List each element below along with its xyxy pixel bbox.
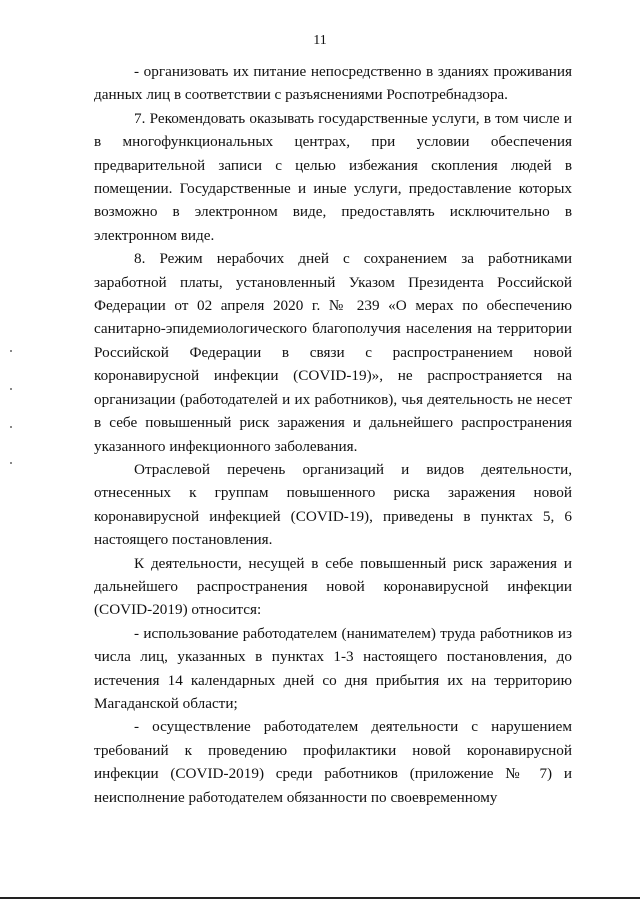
paragraph-bullet-violation: - осуществление работодателем деятельности с нарушением требований к проведению профилактики новой коронавирусной инфекции (COVID-2019) среди работников (приложение № 7) и неисполнение работодателем обязанности по своевременному <box>94 718 572 806</box>
page-number: 11 <box>313 33 327 48</box>
paragraph-catering: - организовать их питание непосредственно в зданиях проживания данных лиц в соответствии с разъяснениями Роспотребнадзора. <box>94 63 572 104</box>
document-body <box>94 60 572 809</box>
paragraph-item-7: 7. Рекомендовать оказывать государственные услуги, в том числе и в многофункциональных центрах, при условии обеспечения предварительной записи с целью избежания скопления людей в помещении. Государственные и иные услуги, предоставление которых возможно в электронном виде, предоставлять исключительно в электронном виде. <box>94 109 572 244</box>
paragraph-high-risk-intro: К деятельности, несущей в себе повышенный риск заражения и дальнейшего распространения новой коронавирусной инфекции (COVID-2019) относится: <box>94 554 572 619</box>
paragraph-bullet-employment: - использование работодателем (нанимателем) труда работников из числа лиц, указанных в пунктах 1-3 настоящего постановления, до истечения 14 календарных дней со дня прибытия их на территорию Магаданской области; <box>94 624 572 712</box>
paragraph-sector-list: Отраслевой перечень организаций и видов деятельности, отнесенных к группам повышенного риска заражения новой коронавирусной инфекцией (COVID-19), приведены в пунктах 5, 6 настоящего постановления. <box>94 460 572 549</box>
paragraph-item-8: 8. Режим нерабочих дней с сохранением за работниками заработной платы, установленный Указом Президента Российской Федерации от 02 апреля 2020 г. № 239 «О мерах по обеспечению санитарно-эпидемиологического благополучия населения на территории Российской Федерации в связи с распространением новой коронавирусной инфекции (COVID-19)», не распространяется на организации (работодателей и их работников), чья деятельность не несет в себе повышенный риск заражения и дальнейшего распространения указанного инфекционного заболевания. <box>94 250 572 455</box>
scan-bottom-edge <box>0 897 640 899</box>
scan-margin-specks <box>10 350 14 470</box>
